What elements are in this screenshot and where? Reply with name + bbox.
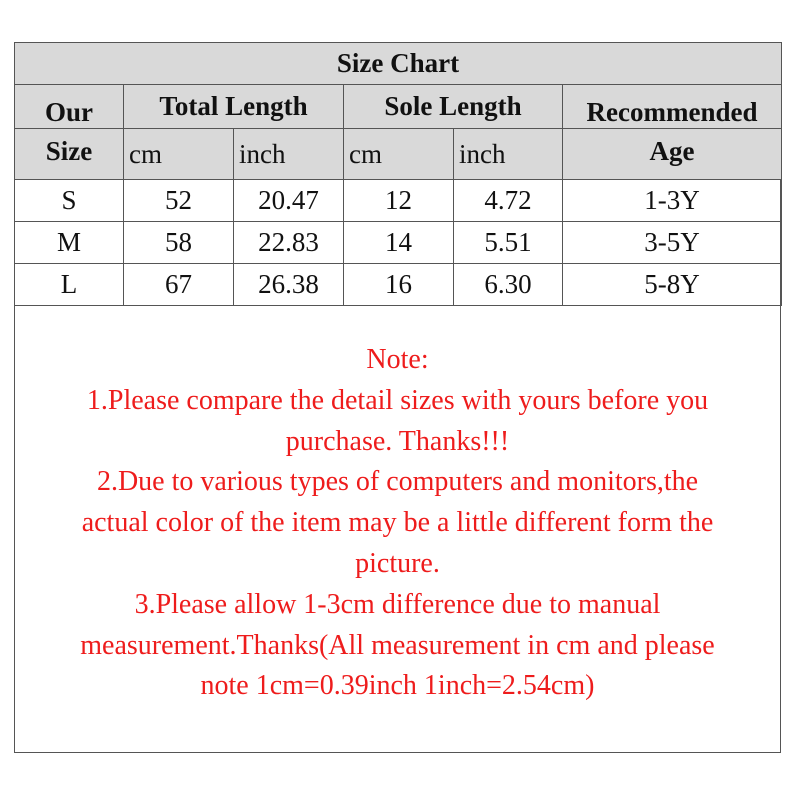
table-row: [15, 264, 782, 306]
sole-cm-cell: 14: [344, 222, 454, 264]
age-cell: 5-8Y: [563, 264, 782, 306]
size-cell: M: [15, 222, 124, 264]
age-cell: 1-3Y: [563, 180, 782, 222]
total-inch-cell: 20.47: [234, 180, 344, 222]
total-cm-cell: 52: [124, 180, 234, 222]
sole-inch-cell: 5.51: [454, 222, 563, 264]
note-line: 3.Please allow 1-3cm difference due to manual: [134, 588, 661, 620]
title-row: [15, 43, 782, 85]
note-line: purchase. Thanks!!!: [285, 425, 510, 457]
size-cell: S: [15, 180, 124, 222]
total-cm-cell: 58: [124, 222, 234, 264]
table-row: [15, 180, 782, 222]
total-length-header: Total Length: [124, 85, 344, 129]
note-line: actual color of the item may be a little different form the: [81, 507, 714, 539]
sole-cm-cell: 16: [344, 264, 454, 306]
sole-inch-cell: 4.72: [454, 180, 563, 222]
unit-row: [15, 129, 782, 180]
sole-inch-unit: inch: [454, 129, 563, 180]
size-chart-table: [14, 42, 782, 306]
sole-cm-unit: cm: [344, 129, 454, 180]
sole-inch-cell: 6.30: [454, 264, 563, 306]
age-cell: 3-5Y: [563, 222, 782, 264]
chart-title: Size Chart: [15, 43, 782, 85]
note-line: 1.Please compare the detail sizes with yours before you: [86, 384, 709, 416]
total-cm-unit: cm: [124, 129, 234, 180]
size-cell: L: [15, 264, 124, 306]
sole-cm-cell: 12: [344, 180, 454, 222]
our-size-header-top: Our: [15, 85, 124, 129]
sole-length-header: Sole Length: [344, 85, 563, 129]
total-inch-cell: 26.38: [234, 264, 344, 306]
our-size-header-bottom: Size: [15, 129, 124, 180]
note-line: 2.Due to various types of computers and monitors,the: [96, 466, 699, 498]
note-line: note 1cm=0.39inch 1inch=2.54cm): [200, 670, 595, 702]
recommended-age-header-top: Recommended: [563, 85, 782, 129]
note-line: picture.: [355, 547, 440, 579]
total-cm-cell: 67: [124, 264, 234, 306]
recommended-age-header-bottom: Age: [563, 129, 782, 180]
header-row: [15, 85, 782, 129]
note-line: measurement.Thanks(All measurement in cm and please: [80, 629, 715, 661]
total-inch-unit: inch: [234, 129, 344, 180]
note-heading: Note:: [366, 344, 429, 375]
notes-section: [16, 340, 779, 707]
table-row: [15, 222, 782, 264]
total-inch-cell: 22.83: [234, 222, 344, 264]
